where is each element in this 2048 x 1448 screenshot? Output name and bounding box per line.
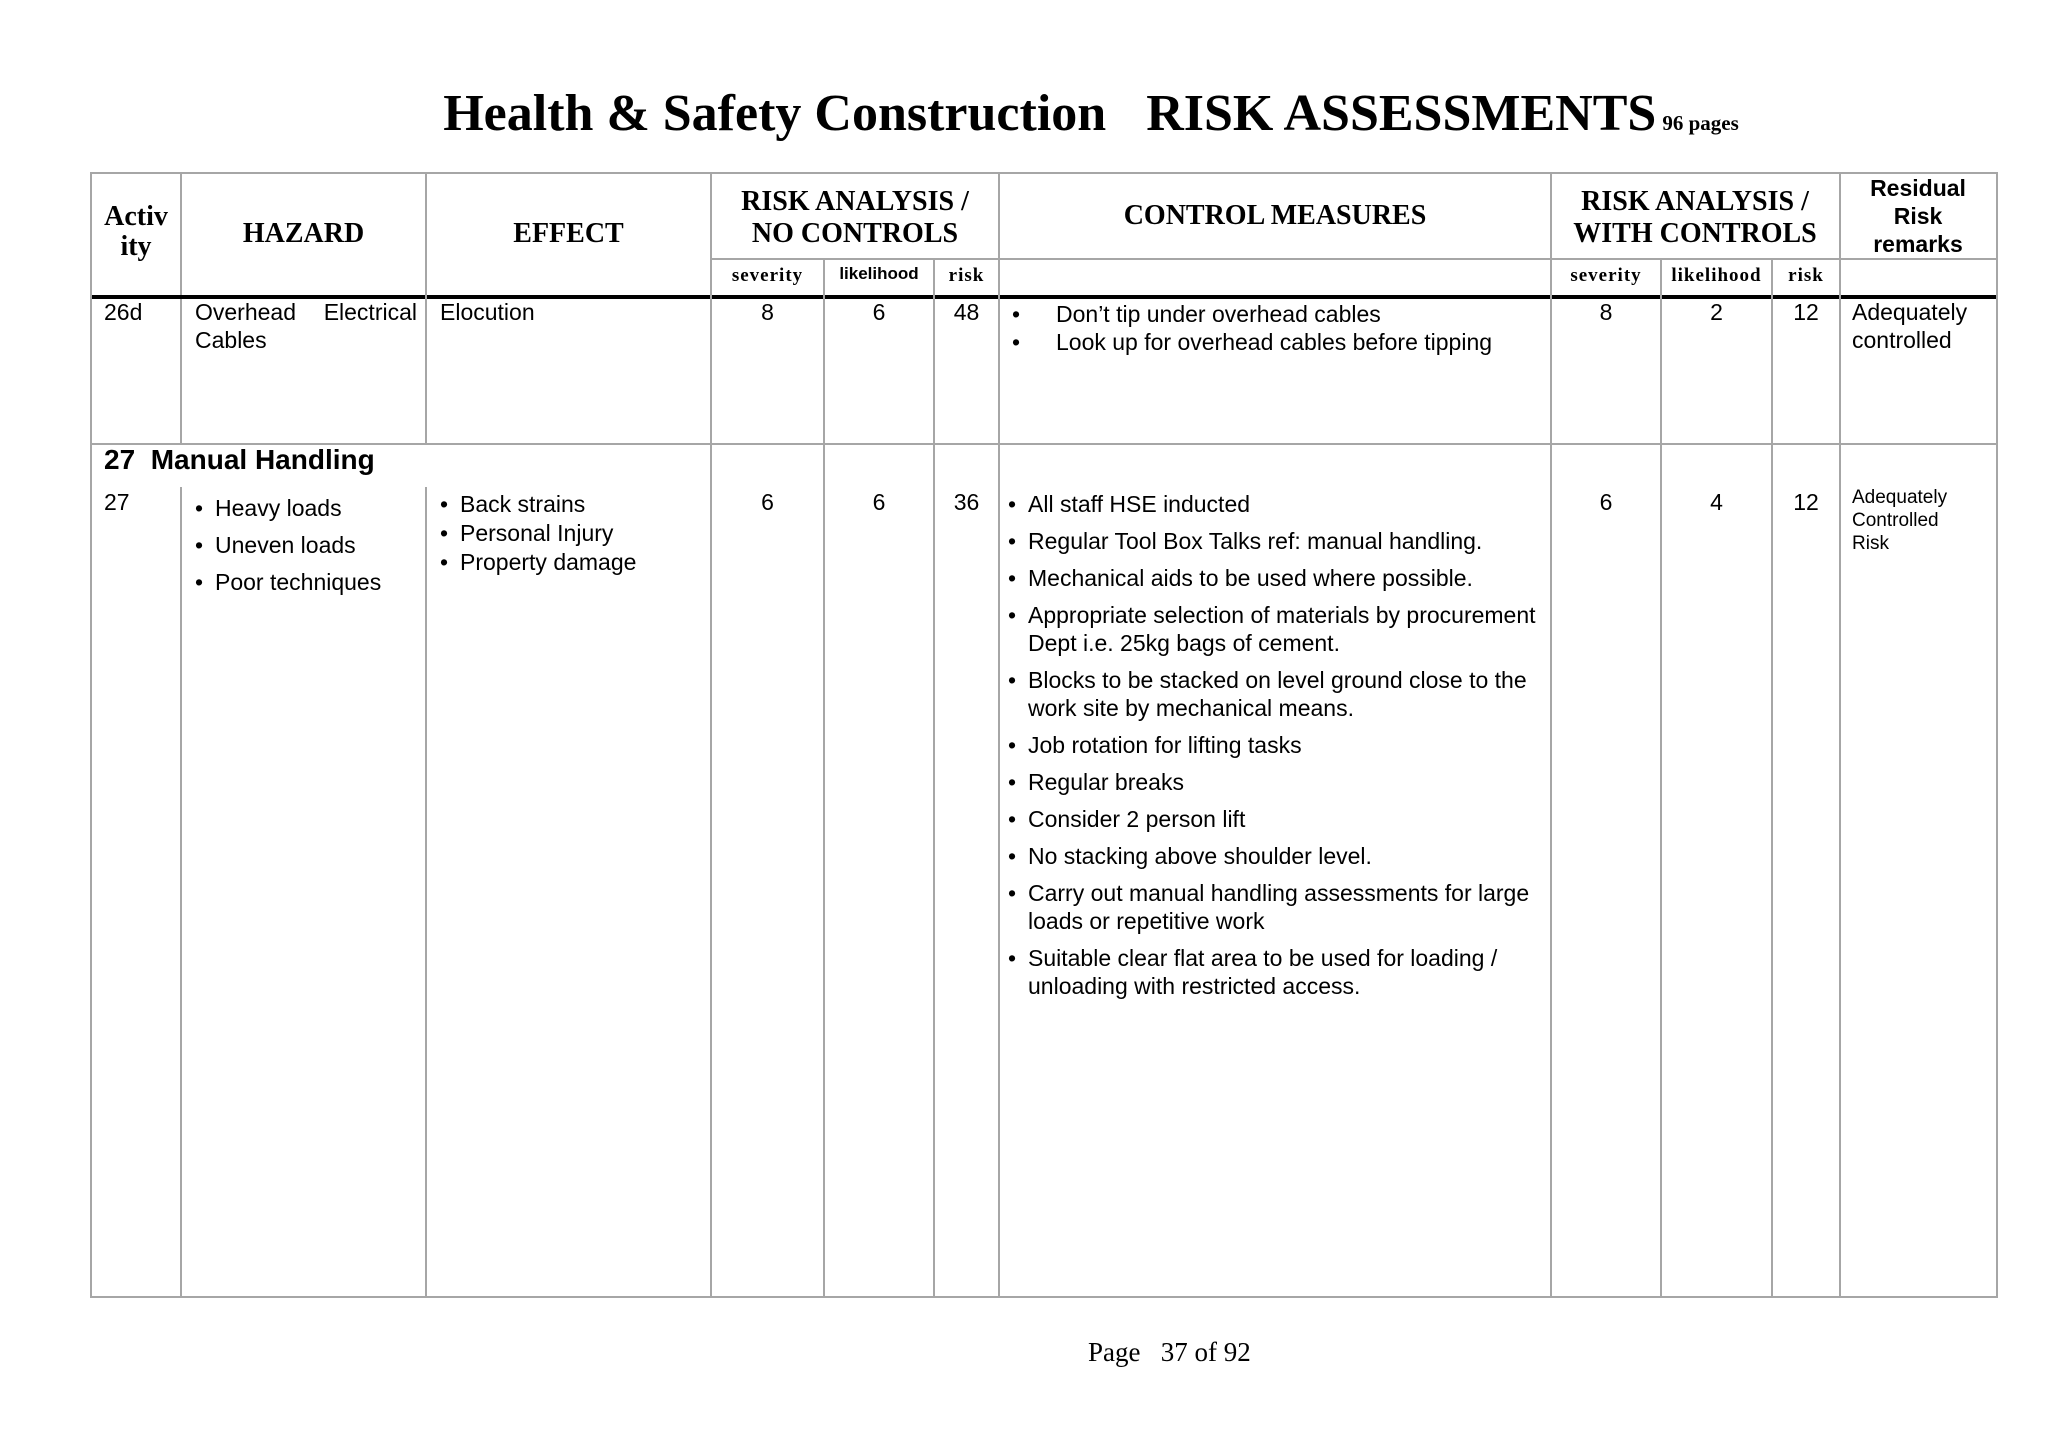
activity-cell: 27: [104, 489, 130, 515]
title-left: Health & Safety Construction: [443, 85, 1107, 142]
control-item: • All staff HSE inducted: [1008, 490, 1543, 518]
page-title: [0, 84, 2048, 143]
hazard-cell: Overhead Electrical Cables: [195, 299, 417, 353]
wc-likelihood-value: 2: [1710, 299, 1723, 325]
control-item: • Regular breaks: [1008, 768, 1543, 796]
nc-likelihood-header: likelihood: [839, 264, 919, 283]
title-right: RISK ASSESSMENTS: [1146, 85, 1657, 142]
effect-list: [440, 490, 705, 577]
wc-severity-header: severity: [1570, 265, 1642, 286]
section-number: 27: [104, 444, 136, 475]
control-item: • Consider 2 person lift: [1008, 805, 1543, 833]
nc-likelihood-value: 6: [872, 299, 886, 325]
activity-cell: 26d: [104, 299, 143, 325]
col-hazard-header: HAZARD: [242, 218, 365, 249]
section-title: Manual Handling: [150, 444, 375, 475]
nc-severity-value: 8: [761, 299, 774, 325]
nc-risk-value: 48: [953, 299, 980, 325]
col-control-measures-header: CONTROL MEASURES: [1123, 200, 1427, 231]
effect-item: • Back strains: [440, 490, 705, 519]
control-measures-list: [1008, 300, 1543, 356]
control-item: • No stacking above shoulder level.: [1008, 842, 1543, 870]
page-number: [1088, 1337, 1251, 1368]
hazard-item: • Heavy loads: [195, 490, 420, 527]
control-measures-list: [1008, 490, 1543, 1009]
nc-severity-header: severity: [731, 265, 804, 286]
effect-cell: Elocution: [440, 299, 535, 325]
control-item: • Look up for overhead cables before tipping: [1008, 328, 1543, 356]
control-item: • Don’t tip under overhead cables: [1008, 300, 1543, 328]
wc-risk-value: 12: [1793, 299, 1819, 325]
wc-severity-value: 8: [1599, 299, 1613, 325]
hazard-item: • Poor techniques: [195, 564, 420, 601]
wc-severity-value: 6: [1599, 489, 1613, 515]
col-risk-with-controls-header: RISK ANALYSIS / WITH CONTROLS: [1573, 186, 1817, 249]
nc-severity-value: 6: [761, 489, 774, 515]
pages-note: 96 pages: [1662, 111, 1739, 135]
control-item: • Suitable clear flat area to be used for loading / unloading with restricted access.: [1008, 944, 1543, 1000]
control-item: • Carry out manual handling assessments for large loads or repetitive work: [1008, 879, 1543, 935]
section-heading: [104, 444, 704, 476]
control-item: • Regular Tool Box Talks ref: manual handling.: [1008, 527, 1543, 555]
effect-item: • Personal Injury: [440, 519, 705, 548]
hazard-list: [195, 490, 420, 601]
col-residual-header: Residual Risk remarks: [1870, 175, 1966, 257]
control-item: • Job rotation for lifting tasks: [1008, 731, 1543, 759]
wc-risk-value: 12: [1793, 489, 1819, 515]
page-of: 37 of 92: [1160, 1337, 1251, 1367]
residual-remarks: Adequately controlled: [1852, 299, 1968, 353]
col-activity-header: Activ ity: [104, 201, 168, 262]
nc-risk-value: 36: [953, 489, 980, 515]
control-item: • Appropriate selection of materials by procurement Dept i.e. 25kg bags of cement.: [1008, 601, 1543, 657]
effect-item: • Property damage: [440, 548, 705, 577]
nc-risk-header: risk: [948, 265, 985, 286]
residual-remarks: Adequately Controlled Risk: [1852, 487, 1948, 554]
col-effect-header: EFFECT: [513, 218, 624, 249]
nc-likelihood-value: 6: [872, 489, 886, 515]
wc-risk-header: risk: [1788, 265, 1824, 286]
col-risk-no-controls-header: RISK ANALYSIS / NO CONTROLS: [741, 186, 969, 249]
page-label: Page: [1088, 1337, 1141, 1367]
control-item: • Mechanical aids to be used where possible.: [1008, 564, 1543, 592]
control-item: • Blocks to be stacked on level ground close to the work site by mechanical means.: [1008, 666, 1543, 722]
wc-likelihood-value: 4: [1710, 489, 1723, 515]
hazard-item: • Uneven loads: [195, 527, 420, 564]
wc-likelihood-header: likelihood: [1671, 265, 1762, 286]
